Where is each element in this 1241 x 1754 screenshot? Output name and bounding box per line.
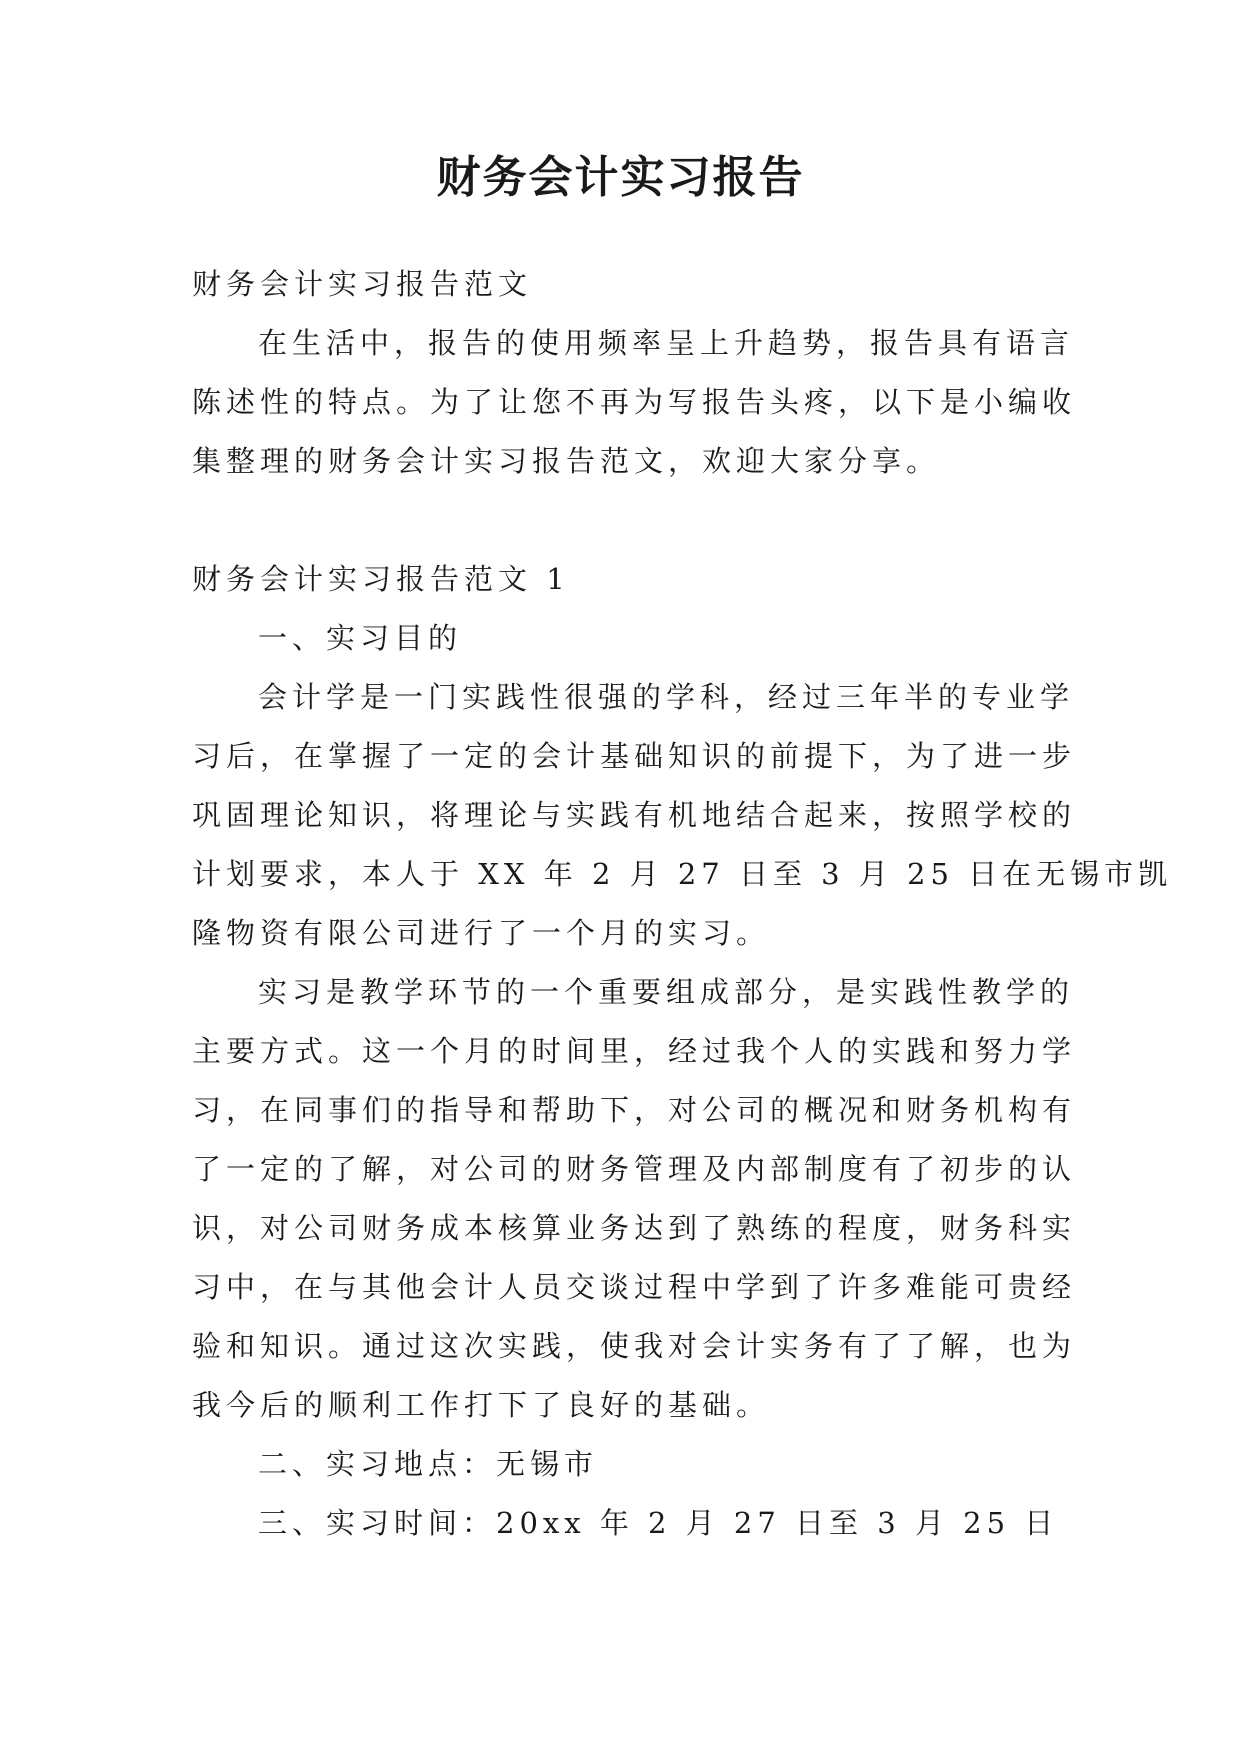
paragraph-line: 习后，在掌握了一定的会计基础知识的前提下，为了进一步 (192, 739, 1077, 773)
paragraph-line: 主要方式。这一个月的时间里，经过我个人的实践和努力学 (192, 1034, 1077, 1068)
paragraph-line: 了一定的了解，对公司的财务管理及内部制度有了初步的认 (192, 1152, 1077, 1186)
subtitle: 财务会计实习报告范文 (192, 267, 533, 301)
paragraph-line: 实习是教学环节的一个重要组成部分，是实践性教学的 (258, 975, 1075, 1009)
intro-line: 在生活中，报告的使用频率呈上升趋势，报告具有语言 (258, 326, 1075, 360)
paragraph-line: 习，在同事们的指导和帮助下，对公司的概况和财务机构有 (192, 1093, 1077, 1127)
spacer (192, 491, 1054, 550)
purpose-paragraph-2 (192, 963, 1077, 1435)
time-line: 三、实习时间：20xx 年 2 月 27 日至 3 月 25 日 (258, 1506, 1059, 1540)
paragraph-line: 隆物资有限公司进行了一个月的实习。 (192, 916, 771, 950)
paragraph-line: 验和知识。通过这次实践，使我对会计实务有了了解，也为 (192, 1329, 1077, 1363)
document-body (192, 255, 1173, 1553)
document-title: 财务会计实习报告 (436, 152, 805, 203)
paragraph-line: 巩固理论知识，将理论与实践有机地结合起来，按照学校的 (192, 798, 1077, 832)
intro-line: 陈述性的特点。为了让您不再为写报告头疼，以下是小编收 (192, 385, 1077, 419)
paragraph-line: 会计学是一门实践性很强的学科，经过三年半的专业学 (258, 680, 1075, 714)
paragraph-line: 识，对公司财务成本核算业务达到了熟练的程度，财务科实 (192, 1211, 1077, 1245)
paragraph-line: 计划要求，本人于 XX 年 2 月 27 日至 3 月 25 日在无锡市凯 (192, 857, 1173, 891)
location-line: 二、实习地点：无锡市 (258, 1447, 599, 1481)
purpose-paragraph-1 (192, 668, 1173, 963)
section-title: 财务会计实习报告范文 1 (192, 562, 570, 596)
intro-line: 集整理的财务会计实习报告范文，欢迎大家分享。 (192, 444, 941, 478)
purpose-heading: 一、实习目的 (258, 621, 463, 655)
intro-paragraph (192, 314, 1077, 491)
paragraph-line: 我今后的顺利工作打下了良好的基础。 (192, 1388, 771, 1422)
paragraph-line: 习中，在与其他会计人员交谈过程中学到了许多难能可贵经 (192, 1270, 1077, 1304)
